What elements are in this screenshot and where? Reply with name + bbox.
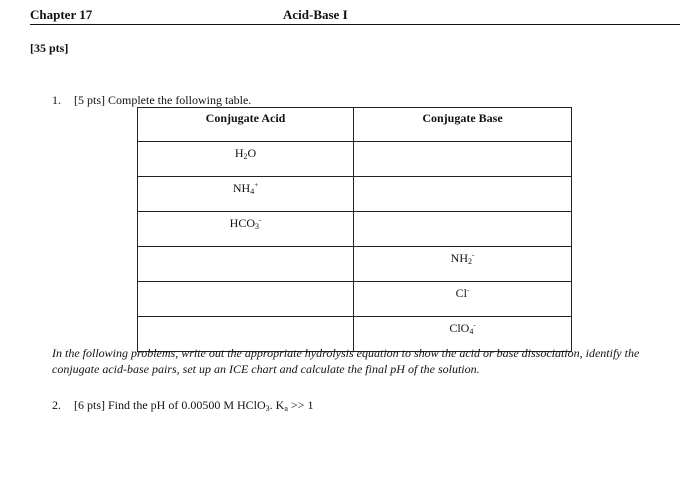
question-2-k-label: . K [269, 398, 285, 412]
question-1 [52, 93, 251, 108]
conjugate-table [137, 107, 572, 352]
acid-formula [230, 216, 262, 230]
acid-formula [235, 146, 256, 160]
base-formula [451, 251, 475, 265]
question-1-text: [5 pts] Complete the following table. [74, 93, 252, 107]
table-row [138, 282, 572, 317]
base-formula-base: ClO [449, 321, 470, 335]
acid-formula-sub: 2 [243, 152, 248, 161]
table-row [138, 212, 572, 247]
question-2-number: 2. [52, 398, 61, 412]
question-1-number: 1. [52, 93, 61, 107]
question-2-text: [6 pts] Find the pH of 0.00500 M HClO [74, 398, 266, 412]
base-cell [354, 212, 572, 247]
acid-cell [138, 177, 354, 212]
acid-formula-base: HCO [229, 216, 255, 230]
base-formula-sup: - [472, 251, 475, 259]
acid-cell [138, 282, 354, 317]
base-cell [354, 247, 572, 282]
base-formula [456, 286, 470, 300]
base-formula-sup: - [467, 286, 470, 294]
chapter-label: Chapter 17 [30, 7, 93, 22]
base-formula-sub: 4 [469, 327, 474, 336]
total-points: [35 pts] [30, 41, 69, 55]
instructions-text: In the following problems, write out the appropriate hydrolysis equation to show the acid or base dissociation, identify the conjugate acid-base pairs, set up an ICE chart and calculate the final pH of the solution. [52, 346, 640, 376]
base-cell [354, 282, 572, 317]
table-row [138, 142, 572, 177]
header-conjugate-base: Conjugate Base [354, 108, 572, 142]
base-cell [354, 177, 572, 212]
topic-title: Acid-Base I [283, 7, 348, 22]
acid-cell [138, 212, 354, 247]
question-2-k-condition: >> 1 [287, 398, 314, 412]
acid-formula-rest: O [247, 146, 257, 160]
header-conjugate-acid: Conjugate Acid [138, 108, 354, 142]
question-2-formula-subscript: 3 [265, 404, 270, 413]
page-header [30, 6, 680, 25]
acid-formula-sup: - [259, 216, 262, 224]
acid-formula [233, 181, 258, 195]
acid-cell [138, 142, 354, 177]
question-2 [52, 398, 313, 413]
base-formula [449, 321, 475, 335]
acid-formula-sub: 4 [250, 187, 255, 196]
base-cell [354, 142, 572, 177]
acid-formula-base: H [234, 146, 244, 160]
question-2-k-subscript: a [284, 404, 288, 413]
base-formula-base: Cl [455, 286, 467, 300]
acid-formula-sup: + [254, 181, 259, 189]
table-header-row [138, 108, 572, 142]
base-formula-sub: 2 [468, 257, 472, 266]
table-row [138, 177, 572, 212]
base-formula-base: NH [450, 251, 468, 265]
acid-cell [138, 247, 354, 282]
table-row [138, 247, 572, 282]
table-body [138, 142, 572, 352]
base-formula-sup: - [473, 321, 476, 329]
acid-formula-sub: 3 [255, 222, 259, 231]
acid-formula-base: NH [232, 181, 251, 195]
